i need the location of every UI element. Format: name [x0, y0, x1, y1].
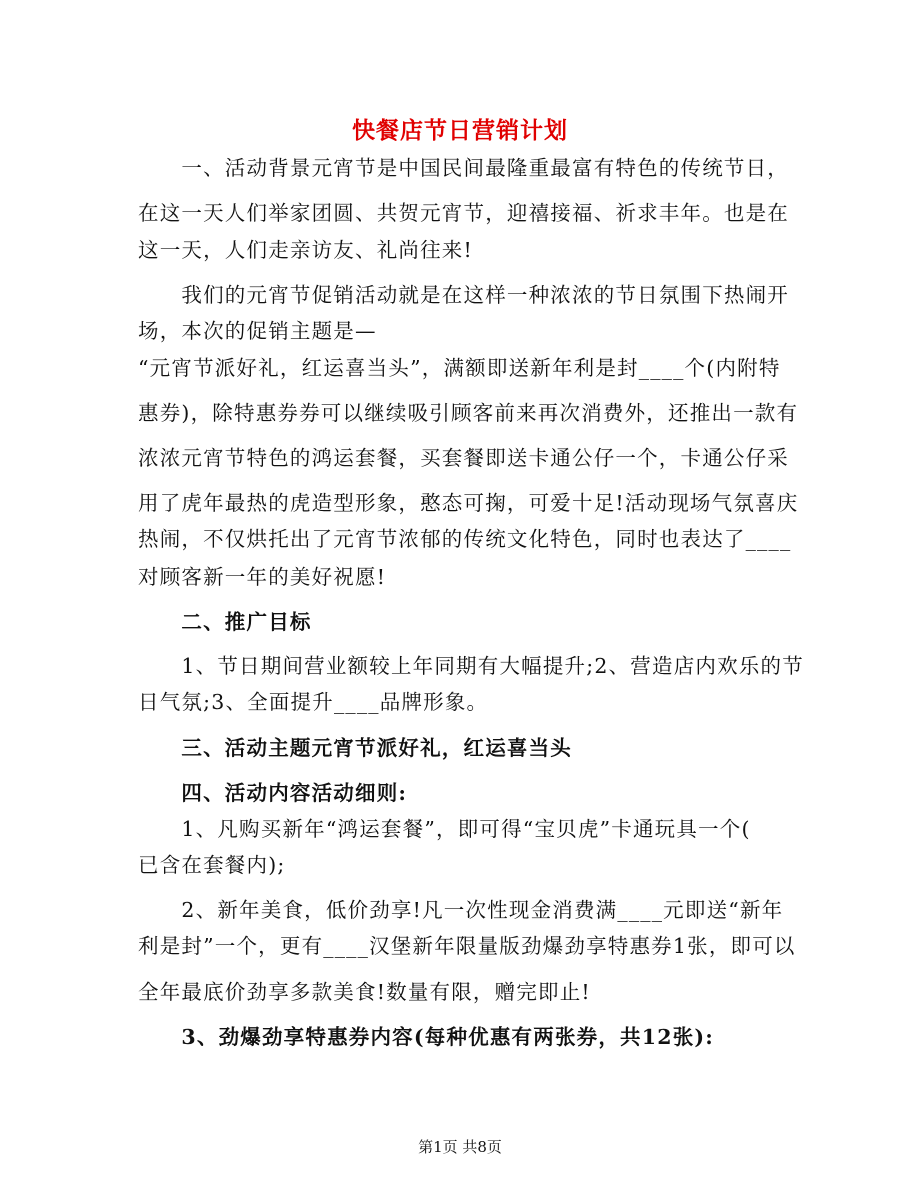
paragraph-line: 已含在套餐内); — [138, 853, 286, 877]
document-title: 快餐店节日营销计划 — [352, 117, 568, 144]
section-heading-theme: 三、活动主题元宵节派好礼，红运喜当头 — [138, 736, 572, 760]
paragraph-line: 惠券)，除特惠券券可以继续吸引顾客前来再次消费外，还推出一款有 — [138, 401, 799, 425]
paragraph-line: 我们的元宵节促销活动就是在这样一种浓浓的节日氛围下热闹开 — [138, 283, 789, 307]
paragraph-line: 1、凡购买新年“鸿运套餐”，即可得“宝贝虎”卡通玩具一个( — [138, 817, 751, 841]
paragraph-line: 在这一天人们举家团圆、共贺元宵节，迎禧接福、祈求丰年。也是在 — [138, 201, 789, 225]
paragraph-line: 浓浓元宵节特色的鸿运套餐，买套餐即送卡通公仔一个，卡通公仔采 — [138, 446, 789, 470]
paragraph-line: “元宵节派好礼，红运喜当头”，满额即送新年利是封____个(内附特 — [138, 356, 781, 380]
paragraph-line: 对顾客新一年的美好祝愿! — [138, 565, 387, 589]
paragraph-line: 1、节日期间营业额较上年同期有大幅提升;2、营造店内欢乐的节 — [138, 654, 804, 678]
section-heading-coupons: 3、劲爆劲享特惠券内容(每种优惠有两张券，共12张): — [138, 1025, 715, 1049]
paragraph-line: 用了虎年最热的虎造型形象，憨态可掬，可爱十足!活动现场气氛喜庆 — [138, 491, 799, 515]
paragraph-line: 场，本次的促销主题是— — [138, 319, 377, 343]
paragraph-line: 热闹，不仅烘托出了元宵节浓郁的传统文化特色，同时也表达了____ — [138, 527, 792, 551]
page-footer: 第1页 共8页 — [418, 1138, 502, 1156]
paragraph-line: 利是封”一个，更有____汉堡新年限量版劲爆劲享特惠券1张，即可以 — [138, 934, 796, 958]
paragraph-line: 这一天，人们走亲访友、礼尚往来! — [138, 238, 473, 262]
paragraph-line: 日气氛;3、全面提升____品牌形象。 — [138, 690, 489, 714]
section-heading-content: 四、活动内容活动细则: — [138, 781, 408, 805]
paragraph-line: 全年最底价劲享多款美食!数量有限，赠完即止! — [138, 980, 591, 1004]
paragraph-line: 2、新年美食，低价劲享!凡一次性现金消费满____元即送“新年 — [138, 898, 784, 922]
section-heading-goals: 二、推广目标 — [138, 610, 312, 634]
paragraph-line: 一、活动背景元宵节是中国民间最隆重最富有特色的传统节日， — [138, 156, 789, 180]
